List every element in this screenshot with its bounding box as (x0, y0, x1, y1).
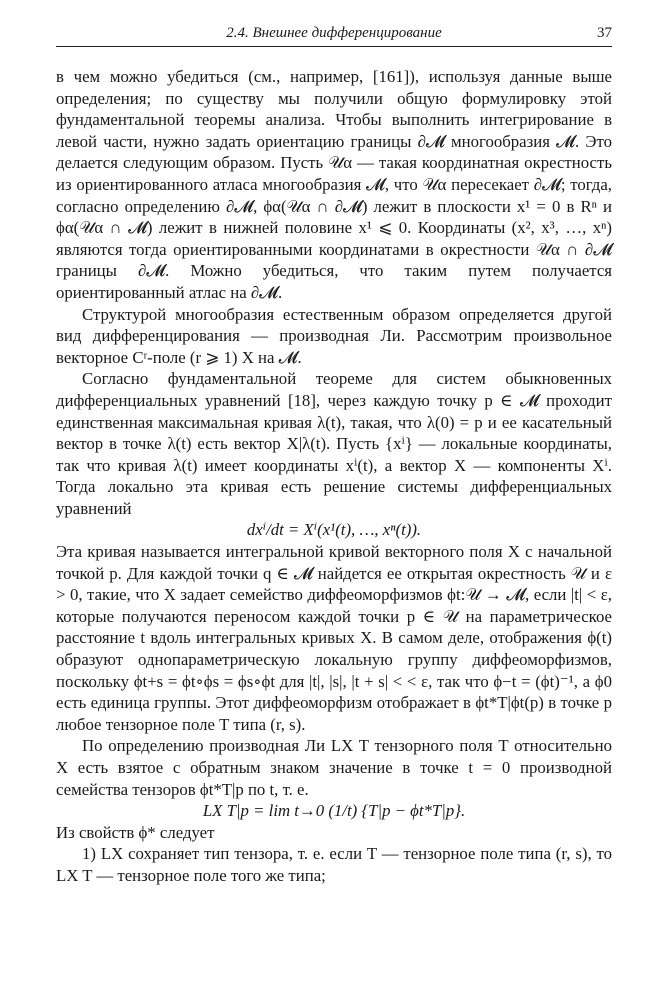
formula-ode-system: dxⁱ/dt = Xⁱ(x¹(t), …, xⁿ(t)). (246, 520, 422, 540)
paragraph-continuation: в чем можно убедиться (см., например, [161]), используя данные выше определения; по существу мы получили общую формулировку этой фундаментальной теоремы анализа. Чтобы выполнить интегрирование в левой части, нужно задать ориентацию границы ∂𝓜 многообразия 𝓜. Это делается следующим образом. Пусть 𝒰α — такая координатная окрестность из ориентированного атласа многообразия 𝓜, что 𝒰α пересекает ∂𝓜; тогда, согласно определению ∂𝓜, ϕα(𝒰α ∩ ∂𝓜) лежит в плоскости x¹ = 0 в Rⁿ и ϕα(𝒰α ∩ 𝓜) лежит в нижней половине x¹ ⩽ 0. Координаты (x², x³, …, xⁿ) являются тогда ориентированными координатами в окрестности 𝒰α ∩ ∂𝓜 границы ∂𝓜. Можно убедиться, что таким путем получается ориентированный атлас на ∂𝓜. (56, 67, 612, 302)
page-number: 37 (597, 25, 612, 41)
page-body (56, 66, 612, 887)
paragraph-integral-curve-definition: Эта кривая называется интегральной кривой векторного поля X с начальной точкой p. Для каждой точки q ∈ 𝓜 найдется ее открытая окрестность 𝒰 и ε > 0, такие, что X задает семейство диффеоморфизмов ϕt:𝒰 → 𝓜, если |t| < ε, которые получаются переносом каждой точки p ∈ 𝒰 на параметрическое расстояние t вдоль интегральных кривых X. В самом деле, отображения ϕ(t) образуют однопараметрическую локальную группу диффеоморфизмов, поскольку ϕt+s = ϕt∘ϕs = ϕs∘ϕt для |t|, |s|, |t + s| < < ε, так что ϕ−t = (ϕt)⁻¹, а ϕ0 есть единица группы. Этот диффеоморфизм отображает в ϕt*T|ϕt(p) в точке p любое тензорное поле T типа (r, s). (56, 542, 612, 734)
page-header (56, 22, 612, 47)
running-title: 2.4. Внешнее дифференцирование (226, 25, 442, 41)
list-item-property-1: 1) LX сохраняет тип тензора, т. е. если T — тензорное поле типа (r, s), то LX T — тензорное поле того же типа; (56, 844, 612, 885)
paragraph-lie-derivative-intro: Структурой многообразия естественным образом определяется другой вид дифференцирования — производная Ли. Рассмотрим произвольное векторное Cʳ-поле (r ⩾ 1) X на 𝓜. (56, 304, 612, 367)
formula-lie-derivative: LX T|p = lim t→0 (1/t) {T|p − ϕt*T|p}. (202, 801, 466, 821)
paragraph-lie-derivative-definition: По определению производная Ли LX T тензорного поля T относительно X есть взятое с обратным знаком значение в точке t = 0 производной семейства тензоров ϕt*T|p по t, т. е. (56, 736, 612, 799)
paragraph-integral-curve-theorem: Согласно фундаментальной теореме для систем обыкновенных дифференциальных уравнений [18], через каждую точку p ∈ 𝓜 проходит единственная максимальная кривая λ(t), такая, что λ(0) = p и ее касательный вектор в точке λ(t) есть вектор X|λ(t). Пусть {xⁱ} — локальные координаты, так что кривая λ(t) имеет координаты xⁱ(t), а вектор X — компоненты Xⁱ. Тогда локально эта кривая есть решение системы дифференциальных уравнений (56, 369, 612, 518)
paragraph-properties-intro: Из свойств ϕ* следует (56, 822, 215, 842)
